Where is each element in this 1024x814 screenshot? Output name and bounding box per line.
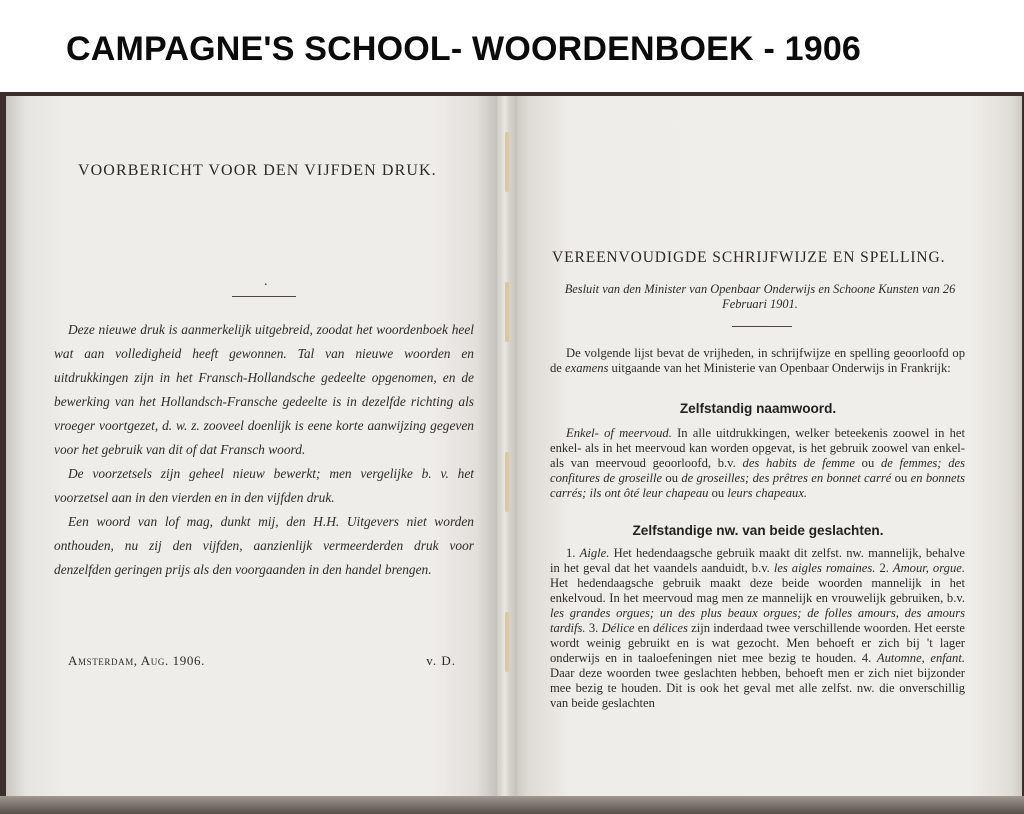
preface-paragraph: Deze nieuwe druk is aanmerkelijk uitgebreid, zoodat het woordenboek heel wat aan volledigheid heeft gewonnen. Tal van nieuwe woorden en uitdrukkingen zijn in het Fransch-Hollandsche gedeelte opgenomen, en de bewerking van het Hollandsch-Fransche gedeelte is in dezelfde richting als vroeger voortgezet, d. w. z. zooveel doenlijk is eene korte aanwijzing gegeven voor het gebruik van dit of dat Fransch woord. [54, 322, 474, 457]
signature-place: Amsterdam, Aug. 1906. [68, 653, 205, 668]
intro-text [550, 346, 965, 375]
section-text [550, 426, 965, 501]
binding-stitch [505, 452, 509, 512]
section-heading: Zelfstandig naamwoord. [679, 401, 837, 416]
page-edge [0, 796, 1024, 814]
preface-paragraph: Een woord van lof mag, dunkt mij, den H.H. Uitgevers niet worden onthouden, nu zij den vijfden, aanzienlijk vermeerderden druk voor denzelfden geringen prijs als den voorgaanden in den handel brengen. [54, 514, 474, 577]
left-page-title: VOORBERICHT VOOR DEN VIJFDEN DRUK. [78, 162, 437, 179]
right-page-title: VEREENVOUDIGDE SCHRIJFWIJZE EN SPELLING. [552, 249, 946, 266]
binding-stitch [505, 612, 509, 672]
banner-title: CAMPAGNE'S SCHOOL- WOORDENBOEK - 1906 [66, 30, 862, 68]
signature-initials: v. D. [426, 653, 456, 668]
section-paragraph: 1. Aigle. Het hedendaagsche gebruik maakt dit zelfst. nw. mannelijk, behalve in het geval dat het vaandels aanduidt, b.v. les aigles romaines. 2. Amour, orgue. Het hedendaagsche gebruik maakt deze beide woorden mannelijk in het enkelvoud. In het meervoud mag men ze mannelijk en vrouwelijk gebruiken, b.v. les grandes orgues; un des plus beaux orgues; de folles amours, des amours tardifs. 3. Délice en délices zijn inderdaad twee verschillende woorden. Het eerste wordt weinig gebruikt en is wat gezocht. Men behoeft er zich bij 't lager onderwijs en in taaloefeningen niet mee bezig te houden. 4. Automne, enfant. Daar deze woorden twee geslachten hebben, behoeft men er zich niet bijzonder mee bezig te houden. Dit is ook het geval met alle zelfst. nw. die onverschillig van beide geslachten [550, 546, 965, 710]
preface-signature [68, 653, 456, 669]
binding-stitch [505, 282, 509, 342]
section-heading: Zelfstandige nw. van beide geslachten. [632, 523, 884, 538]
book-spine [497, 96, 517, 796]
title-rule [232, 296, 296, 297]
decree-line: Besluit van den Minister van Openbaar Onderwijs en Schoone Kunsten van 26 Februari 1901. [564, 282, 956, 311]
banner [0, 0, 1024, 92]
decree-rule [732, 326, 792, 327]
preface-text [54, 318, 474, 582]
section-text [550, 546, 965, 711]
left-page-dot: . [264, 274, 268, 289]
binding-stitch [505, 132, 509, 192]
section-paragraph: Enkel- of meervoud. In alle uitdrukkingen, welker beteekenis zoowel in het enkel- als in het meervoud kan worden opgevat, is het gebruik zoowel van enkel- als van meervoud geoorloofd, b.v. des habits de femme ou de femmes; des confitures de groseille ou de groseilles; des prêtres en bonnet carré ou en bonnets carrés; ils ont ôté leur chapeau ou leurs chapeaux. [550, 426, 966, 500]
preface-paragraph: De voorzetsels zijn geheel nieuw bewerkt; men vergelijke b. v. het voorzetsel aan in den vierden en in den vijfden druk. [54, 466, 474, 505]
intro-paragraph: De volgende lijst bevat de vrijheden, in schrijfwijze en spelling geoorloofd op de examens uitgaande van het Ministerie van Openbaar Onderwijs in Frankrijk: [550, 346, 965, 375]
